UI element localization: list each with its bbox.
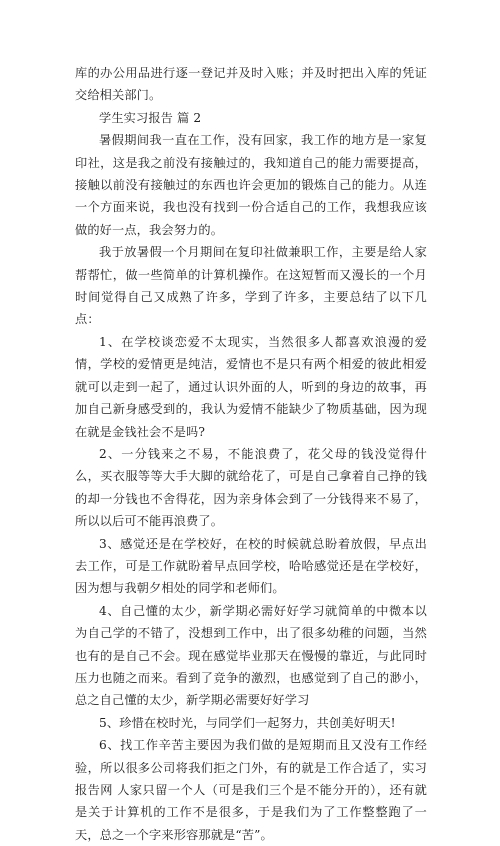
list-item-2: 2、一分钱来之不易，不能浪费了，花父母的钱没觉得什么，买衣服等等大手大脚的就给花了，可是自己拿着自己挣的钱的却一分钱也不舍得花，因为亲身体会到了一分钱得来不易了，所以以后可不能再浪费了。 (75, 446, 427, 529)
list-item-6: 6、找工作辛苦主要因为我们做的是短期而且又没有工作经验，所以很多公司将我们拒之门外，有的就是工作合适了，实习报告网 人家只留一个人（可是我们三个是不能分开的），还有就是关于计算机的工作不是很多，于是我们为了工作整整跑了一天，总之一个字来形容那就是“苦”。 (75, 738, 427, 842)
list-item-5: 5、珍惜在校时光，与同学们一起努力，共创美好明天! (99, 715, 396, 730)
list-item-4: 4、自己懂的太少，新学期必需好好学习就简单的中微本以为自己学的不错了，没想到工作中，出了很多幼稚的问题，当然也有的是自己不会。现在感觉毕业那天在慢慢的靠近，与此同时压力也随之而来。看到了竞争的激烈，也感觉到了自己的渺小，总之自己懂的太少，新学期必需要好好学习 (75, 603, 427, 708)
paragraph-summary: 我于放暑假一个月期间在复印社做兼职工作，主要是给人家帮帮忙，做一些简单的计算机操作。在这短暂而又漫长的一个月时间觉得自己又成熟了许多，学到了许多，主要总结了以下几点： (75, 245, 427, 327)
list-item-1: 1、在学校谈恋爱不太现实，当然很多人都喜欢浪漫的爱情，学校的爱情更是纯洁，爱情也不是只有两个相爱的彼此相爱就可以走到一起了，通过认识外面的人，听到的身边的故事，再加自己新身感受到的，我认为爱情不能缺少了物质基础，因为现在就是金钱社会不是吗? (75, 334, 427, 439)
document-body (75, 62, 427, 846)
paragraph-continuation: 库的办公用品进行逐一登记并及时入账；并及时把出入库的凭证交给相关部门。 (75, 66, 427, 103)
paragraph-intro: 暑假期间我一直在工作，没有回家，我工作的地方是一家复印社，这是我之前没有接触过的，我知道自己的能力需要提高，接触以前没有接触过的东西也许会更加的锻炼自己的能力。从连一个方面来说，我也没有找到一份合适自己的工作，我想我应该做的好一点，我会努力的。 (75, 133, 427, 237)
list-item-3: 3、感觉还是在学校好，在校的时候就总盼着放假，早点出去工作，可是工作就盼着早点回学校，哈哈感觉还是在学校好，因为想与我朝夕相处的同学和老师们。 (75, 536, 427, 596)
section-title: 学生实习报告 篇 2 (99, 110, 202, 125)
